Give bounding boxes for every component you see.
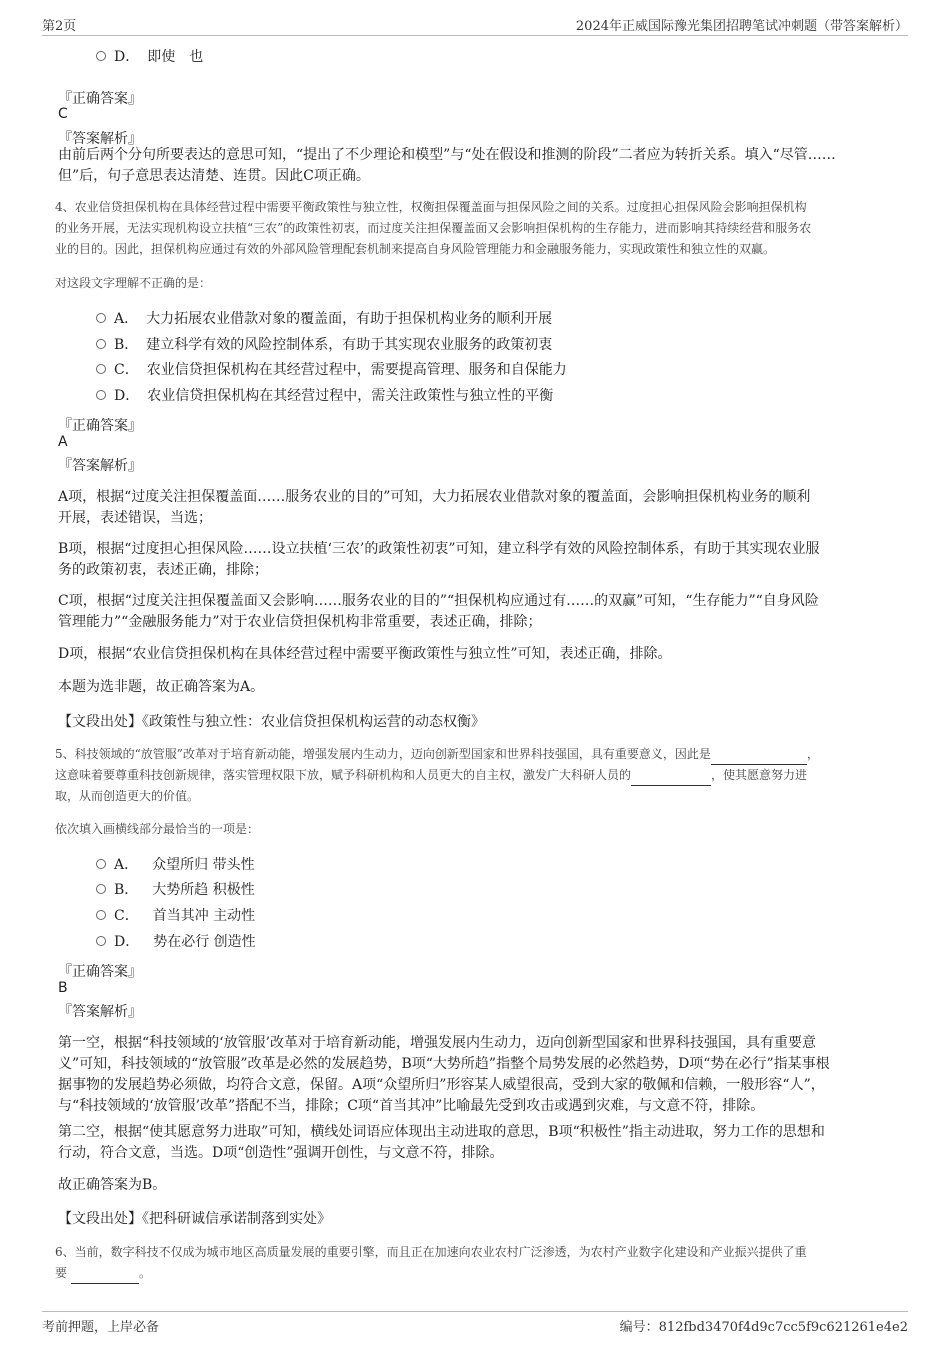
answer-label: 『正确答案』 bbox=[58, 418, 142, 434]
q4-option-b[interactable]: B． 建立科学有效的风险控制体系，有助于其实现农业服务的政策初衷 bbox=[96, 335, 552, 355]
analysis-blank-1: 第一空，根据“科技领域的‘放管服’改革对于培育新动能，增强发展内生动力，迈向创新型国家和世界科技强国，具有重要意 义”可知，科技领域的“放管服”改革是必然的发展趋势，B项“大势所趋”指整个局势发展的必然趋势，D项“势在必行”指某事根 据事物的发展趋势必须做，均符合文意，保留。A项“众望所归”形容某人威望很高，受到大家的敬佩和信赖，一般形容“人”， 与“科技领域的‘放管服’改革”搭配不当，排除；C项“首当其冲”比喻最先受到攻击或遇到灾难，与文意不符，排除。 bbox=[58, 1035, 830, 1114]
analysis-c: C项，根据“过度关注担保覆盖面又会影响……服务农业的目的”“担保机构应通过有……的双赢”可知，“生存能力”“自身风险 管理能力”“金融服务能力”对于农业信贷担保机构非常重要，表述正确，排除； bbox=[58, 593, 819, 630]
analysis-d: D项，根据“农业信贷担保机构在具体经营过程中需要平衡政策性与独立性”可知，表述正确，排除。 bbox=[58, 646, 672, 662]
radio-icon[interactable] bbox=[96, 313, 106, 323]
fill-blank-2[interactable] bbox=[631, 771, 711, 786]
q3-option-d[interactable]: D． 即使 也 bbox=[96, 47, 203, 67]
analysis-conclusion: 本题为选非题，故正确答案为A。 bbox=[58, 679, 265, 695]
radio-icon[interactable] bbox=[96, 339, 106, 349]
radio-icon[interactable] bbox=[96, 910, 106, 920]
q5-option-c[interactable]: C． 首当其冲 主动性 bbox=[96, 906, 255, 926]
analysis-conclusion: 故正确答案为B。 bbox=[58, 1177, 167, 1193]
question-4-text: 4、农业信贷担保机构在具体经营过程中需要平衡政策性与独立性，权衡担保覆盖面与担保风险之间的关系。过度担心担保风险会影响担保机构 的业务开展，无法实现机构设立扶植“三农”的政策性初衷，而过度关注担保覆盖面又会影响担保机构的生存能力，进而影响其持续经营和服务农 业的目的。因此，担保机构应通过有效的外部风险管理配套机制来提高自身风险管理能力和金融服务能力，实现政策性和独立性的双赢。 bbox=[55, 200, 812, 256]
page-footer bbox=[42, 1311, 908, 1336]
correct-answer: C bbox=[58, 106, 68, 122]
q5-option-d[interactable]: D． 势在必行 创造性 bbox=[96, 932, 256, 952]
fill-blank-1[interactable] bbox=[711, 750, 807, 765]
question-5-prompt: 依次填入画横线部分最恰当的一项是： bbox=[55, 822, 260, 836]
correct-answer: B bbox=[58, 980, 68, 996]
page-header bbox=[42, 13, 908, 36]
radio-icon[interactable] bbox=[96, 884, 106, 894]
footer-slogan: 考前押题，上岸必备 bbox=[42, 1320, 160, 1335]
analysis-label: 『答案解析』 bbox=[58, 131, 142, 147]
source-citation: 【文段出处】《政策性与独立性：农业信贷担保机构运营的动态权衡》 bbox=[58, 714, 485, 730]
radio-icon[interactable] bbox=[96, 859, 106, 869]
analysis-text: 由前后两个分句所要表达的意思可知，“提出了不少理论和模型”与“处在假设和推测的阶段”二者应为转折关系。填入“尽管…… 但”后，句子意思表达清楚、连贯。因此C项正确。 bbox=[58, 147, 836, 184]
analysis-label: 『答案解析』 bbox=[58, 458, 142, 474]
analysis-blank-2: 第二空，根据“使其愿意努力进取”可知，横线处词语应体现出主动进取的意思，B项“积极性”指主动进取，努力工作的思想和 行动，符合文意，当选。D项“创造性”强调开创性，与文意不符，排除。 bbox=[58, 1124, 825, 1161]
answer-label: 『正确答案』 bbox=[58, 964, 142, 980]
analysis-a: A项，根据“过度关注担保覆盖面……服务农业的目的”可知，大力拓展农业借款对象的覆盖面，会影响担保机构业务的顺利 开展，表述错误，当选； bbox=[58, 489, 811, 526]
radio-icon[interactable] bbox=[96, 390, 106, 400]
q4-option-a[interactable]: A． 大力拓展农业借款对象的覆盖面，有助于担保机构业务的顺利开展 bbox=[96, 309, 552, 329]
source-citation: 【文段出处】《把科研诚信承诺制落到实处》 bbox=[58, 1211, 331, 1227]
fill-blank[interactable] bbox=[71, 1269, 139, 1284]
analysis-label: 『答案解析』 bbox=[58, 1004, 142, 1020]
q4-option-c[interactable]: C． 农业信贷担保机构在其经营过程中，需要提高管理、服务和自保能力 bbox=[96, 360, 567, 380]
radio-icon[interactable] bbox=[96, 51, 106, 61]
radio-icon[interactable] bbox=[96, 364, 106, 374]
page-number: 第2页 bbox=[42, 19, 77, 34]
document-id: 编号：812fbd3470f4d9c7cc5f9c621261e4e2 bbox=[619, 1320, 908, 1335]
question-5-text: 5、科技领域的“放管服”改革对于培育新动能，增强发展内生动力，迈向创新型国家和世界科技强国，具有重要意义，因此是 ， 这意味着要尊重科技创新规律，落实管理权限下放，赋予科研机构和人员更大的自主权，激发广大科研人员的 ，使其愿意努力进 取，从而创造更大的价值。 bbox=[55, 747, 819, 803]
q4-option-d[interactable]: D． 农业信贷担保机构在其经营过程中，需关注政策性与独立性的平衡 bbox=[96, 386, 553, 406]
analysis-b: B项，根据“过度担心担保风险……设立扶植‘三农’的政策性初衷”可知，建立科学有效的风险控制体系，有助于其实现农业服 务的政策初衷，表述正确，排除； bbox=[58, 541, 820, 578]
radio-icon[interactable] bbox=[96, 936, 106, 946]
answer-label: 『正确答案』 bbox=[58, 91, 142, 107]
correct-answer: A bbox=[58, 434, 68, 450]
q5-option-a[interactable]: A． 众望所归 带头性 bbox=[96, 855, 255, 875]
question-6-text: 6、当前，数字科技不仅成为城市地区高质量发展的重要引擎，而且正在加速向农业农村广泛渗透，为农村产业数字化建设和产业振兴提供了重 要 。 bbox=[55, 1242, 901, 1284]
question-4-prompt: 对这段文字理解不正确的是： bbox=[55, 276, 212, 290]
document-title: 2024年正威国际豫光集团招聘笔试冲刺题（带答案解析） bbox=[575, 19, 908, 34]
q5-option-b[interactable]: B． 大势所趋 积极性 bbox=[96, 880, 255, 900]
